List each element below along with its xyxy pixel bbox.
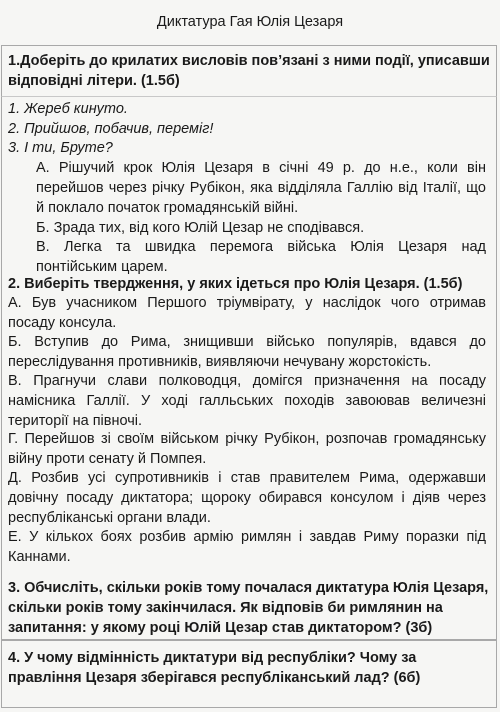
q2-option-v	[8, 371, 486, 431]
q4-box	[1, 640, 497, 708]
q2-option-a-letter: А	[8, 295, 18, 311]
q2-option-e-letter: Е	[8, 529, 18, 545]
q2-option-d-text: . Розбив усі супротивників і став правителем Рима, одержавши довічну посаду диктатора; щороку обирався консулом і діяв через республіканські органи влади.	[8, 470, 486, 526]
q2-option-e	[8, 527, 486, 567]
page-title: Диктатура Гая Юлія Цезаря	[156, 14, 344, 30]
q1-option-a-text: . Рішучий крок Юлія Цезаря в січні 49 р. до н.е., коли він перейшов через річку Рубікон, яка відділяла Галлію від Італії, що й поклало початок громадянській війні.	[36, 160, 486, 216]
q2-option-b-letter: Б	[8, 334, 18, 350]
q2-option-a	[8, 293, 486, 333]
q1-option-v-text: . Легка та швидка перемога війська Юлія Цезаря над понтійським царем.	[36, 239, 486, 275]
q2-option-g-letter: Г	[8, 431, 15, 447]
q2-option-e-text: . У кількох боях розбив армію римлян і завдав Риму поразки під Каннами.	[8, 529, 486, 565]
q1-saying-2: 2. Прийшов, побачив, переміг!	[8, 121, 214, 137]
q2-option-d-letter: Д	[8, 470, 18, 486]
q1-heading: 1.Доберіть до крилатих висловів пов’язані з ними події, уписавши відповідні літери. (1.5б)	[8, 53, 490, 89]
q2-heading: 2. Виберіть твердження, у яких ідеться про Юлія Цезаря. (1.5б)	[8, 276, 463, 292]
q1-q2-body-box	[1, 96, 497, 590]
q1-option-b	[36, 218, 486, 238]
q2-option-v-letter: В	[8, 373, 18, 389]
q1-saying-3: 3. І ти, Бруте?	[8, 140, 113, 156]
q1-option-v-letter: В	[36, 239, 46, 255]
q2-option-v-text: . Прагнучи слави полководця, домігся призначення на посаду намісника Галлії. У ході галльських походів завоював величезні території на півночі.	[8, 373, 486, 429]
q2-option-a-text: . Був учасником Першого тріумвірату, у наслідок чого отримав посаду консула.	[8, 295, 486, 331]
q2-option-b	[8, 332, 486, 372]
q1-option-b-text: . Зрада тих, від кого Юлій Цезар не сподівався.	[45, 220, 365, 236]
q3-heading: 3. Обчисліть, скільки років тому почалася диктатура Юлія Цезаря, скільки років тому закінчилася. Як відповів би римлянин на запитання: у якому році Юлій Цезар став диктатором? (3б)	[8, 580, 489, 636]
q1-option-b-letter: Б	[36, 220, 46, 236]
q2-option-g	[8, 429, 486, 469]
q2-option-b-text: . Вступив до Рима, знищивши військо популярів, вдався до переслідування противників, виявляючи нечувану жорстокість.	[8, 334, 486, 370]
q1-heading-box	[1, 45, 497, 97]
q1-option-v	[36, 237, 486, 277]
q2-option-d	[8, 468, 486, 528]
q4-heading: 4. У чому відмінність диктатури від республіки? Чому за правління Цезаря зберігався республіканський лад? (6б)	[8, 650, 421, 686]
q1-saying-1: 1. Жереб кинуто.	[8, 101, 128, 117]
q1-option-a	[36, 158, 486, 218]
q3-box	[1, 568, 497, 640]
q1-option-a-letter: А	[36, 160, 46, 176]
q2-option-g-text: . Перейшов зі своїм військом річку Рубікон, розпочав громадянську війну проти сенату й Помпея.	[8, 431, 486, 467]
